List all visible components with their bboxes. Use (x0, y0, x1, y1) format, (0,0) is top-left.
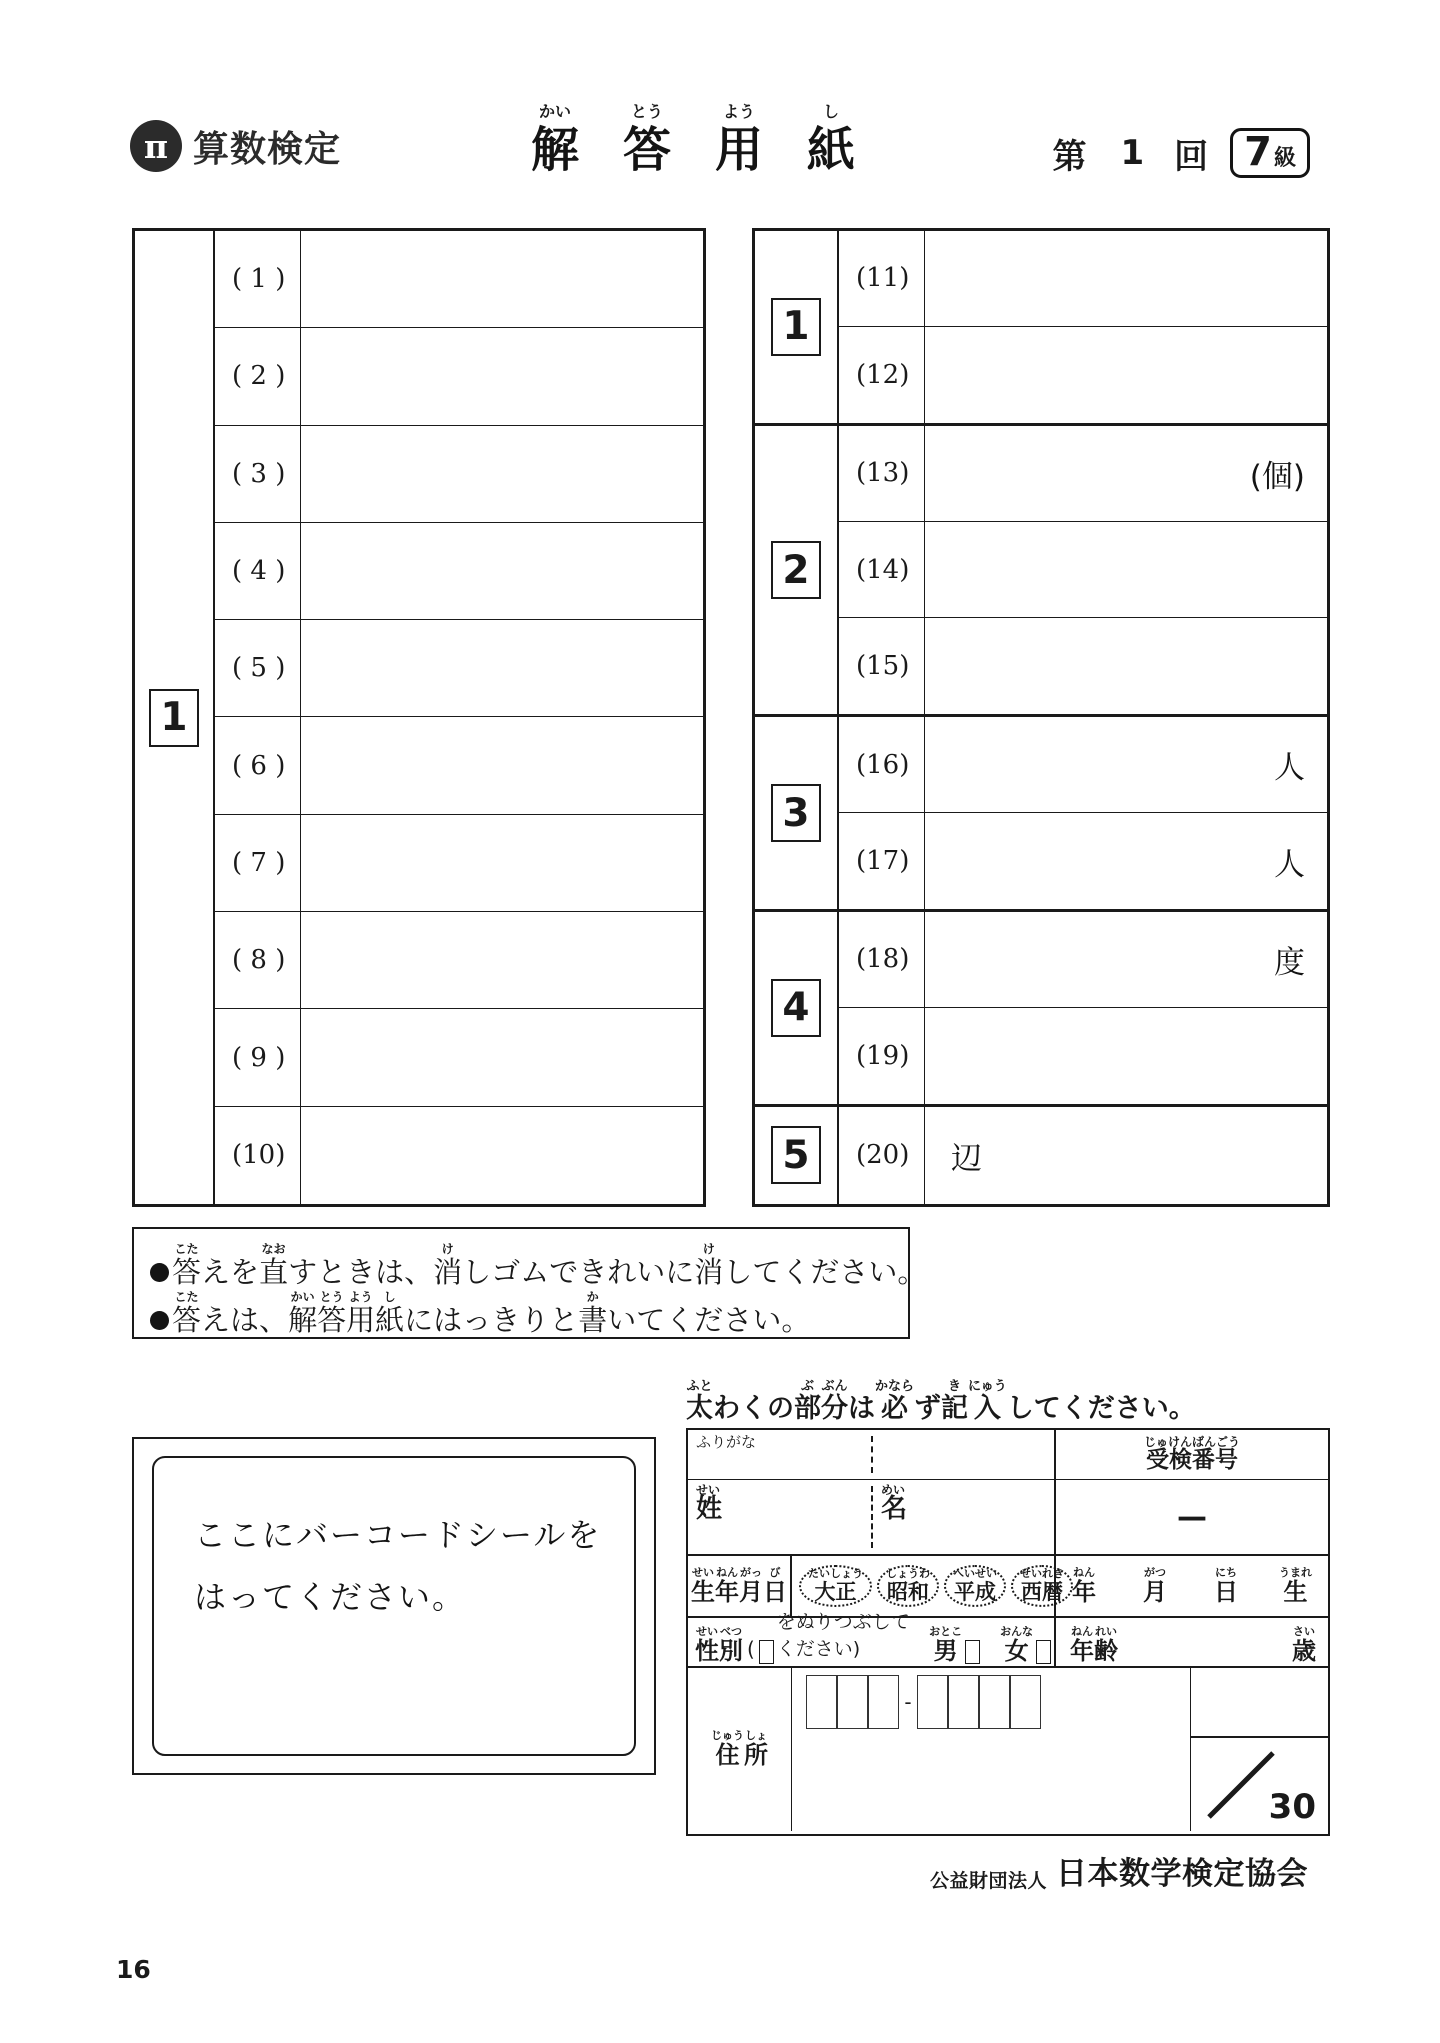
answer-group (755, 717, 1327, 912)
ruby-char: こた 答 (172, 1242, 202, 1289)
postal-code-box[interactable] (806, 1675, 837, 1729)
sansu-kentei-logo (130, 120, 341, 172)
answer-input-cell[interactable] (300, 1009, 703, 1105)
question-number: (19) (856, 1040, 910, 1071)
answer-input-cell[interactable] (924, 522, 1327, 617)
answer-table-right (752, 228, 1330, 1207)
ruby-char: く (740, 1393, 767, 1424)
question-number: ( 2 ) (232, 361, 286, 392)
org-prefix: 公益財団法人 (929, 1870, 1047, 1892)
ruby-char: ふと 太 (686, 1379, 713, 1424)
ruby-char: き (346, 1255, 376, 1289)
name-divider-dashed (871, 1486, 873, 1548)
ruby-char: し 紙 (375, 1290, 405, 1338)
question-number: ( 5 ) (232, 653, 286, 684)
question-number: (20) (856, 1140, 910, 1171)
group-number-label (755, 426, 837, 715)
postal-code-boxes[interactable] (792, 1668, 1190, 1729)
ruby-char: か 書 (578, 1290, 608, 1338)
postal-code-box[interactable] (979, 1675, 1010, 1729)
answer-row (215, 231, 703, 328)
ruby-char: け 消 (694, 1242, 724, 1289)
answer-group (755, 912, 1327, 1107)
ruby-char: い (752, 1303, 782, 1338)
exam-number-value-cell[interactable] (1056, 1480, 1328, 1554)
ruby-char: ゴ (491, 1255, 521, 1289)
group-number-box: 5 (771, 1126, 821, 1184)
title-char: かい 解 (530, 102, 579, 178)
answer-row (839, 426, 1327, 522)
era-option[interactable]: せいれき 西暦 (1011, 1565, 1073, 1607)
answer-rows (213, 231, 703, 1204)
exam-number-ruby: じゅけんばんごう (1143, 1434, 1240, 1449)
furigana-label: ふりがな (696, 1433, 757, 1451)
ruby-char: け 消 (433, 1242, 463, 1289)
gender-male-label: おとこ 男 (929, 1624, 963, 1665)
answer-input-cell[interactable] (300, 523, 703, 619)
group-number-label (755, 1107, 837, 1204)
question-number: (16) (856, 749, 910, 780)
answer-input-cell[interactable] (924, 1008, 1327, 1104)
gender-paren-open: ( (747, 1637, 755, 1661)
question-number: ( 7 ) (232, 847, 286, 878)
ruby-char: し (1006, 1393, 1034, 1424)
ruby-char: く (1060, 1393, 1088, 1424)
ruby-char: がっ 月 (739, 1565, 763, 1606)
group-number-box: 1 (771, 298, 821, 356)
answer-input-cell[interactable] (924, 618, 1327, 714)
ruby-char: かい 解 (288, 1290, 318, 1338)
pi-circle-icon: π (130, 120, 182, 172)
answer-input-cell[interactable]: 辺 (924, 1107, 1327, 1204)
answer-input-cell[interactable] (300, 620, 703, 716)
group-number-label (755, 231, 837, 423)
grade-suffix: 級 (1273, 146, 1296, 171)
score-total-cell (1191, 1738, 1328, 1831)
ruby-char: っ (462, 1303, 492, 1338)
barcode-sticker-area (132, 1437, 656, 1775)
score-total: 30 (1268, 1787, 1316, 1827)
sei-label-group (696, 1484, 722, 1523)
ruby-char: わ (713, 1393, 740, 1424)
answer-group (755, 1107, 1327, 1204)
answer-row (839, 912, 1327, 1008)
answer-rows (837, 426, 1327, 715)
ruby-char: だ (694, 1303, 724, 1338)
exam-number-value: — (1177, 1499, 1207, 1535)
ruby-char: い (607, 1303, 637, 1338)
title-char: し 紙 (806, 102, 855, 178)
ruby-char: ぶ 部 (794, 1379, 821, 1424)
ruby-char: さ (1114, 1393, 1142, 1424)
organization-footer (930, 1848, 1308, 1893)
ruby-char: せい 性 (695, 1624, 719, 1665)
round-label-prefix: 第 (1052, 136, 1087, 177)
ruby-char: せい 生 (691, 1565, 715, 1606)
postal-code-box[interactable] (868, 1675, 899, 1729)
question-number: (13) (856, 458, 910, 489)
bullet-icon (150, 1311, 169, 1330)
form-row-furigana (688, 1430, 1328, 1480)
instruction-line-1 (150, 1242, 927, 1289)
age-field[interactable] (1056, 1618, 1328, 1666)
answer-input-cell[interactable] (300, 1107, 703, 1204)
exam-number-label: 受検番号 (1146, 1446, 1238, 1473)
barcode-instruction-line-2: はってください。 (194, 1578, 467, 1617)
answer-row (839, 327, 1327, 423)
ruby-char: にゅう 入 (968, 1379, 1007, 1424)
ruby-char: 。 (781, 1303, 811, 1338)
answer-row (839, 231, 1327, 327)
group-number-box: 4 (771, 979, 821, 1037)
ruby-char: だ (1087, 1393, 1115, 1424)
date-unit: がつ 月 (1143, 1565, 1167, 1606)
ruby-char: じゅう 住 (711, 1729, 744, 1770)
name-field[interactable] (688, 1480, 1056, 1554)
answer-row (215, 620, 703, 717)
applicant-info-form (686, 1428, 1330, 1836)
ruby-char: さ (839, 1255, 869, 1289)
question-number: (12) (856, 359, 910, 390)
ruby-char: び 日 (763, 1565, 787, 1606)
question-number: (17) (856, 846, 910, 877)
answer-row (215, 815, 703, 912)
ruby-char: れ (607, 1255, 637, 1289)
ruby-char: き (491, 1303, 521, 1338)
ruby-char: よう 用 (346, 1290, 376, 1338)
ruby-char: て (1033, 1393, 1061, 1424)
ruby-char: い (636, 1255, 666, 1289)
postal-code-box[interactable] (1010, 1675, 1041, 1729)
answer-rows (837, 912, 1327, 1104)
ruby-char: は (230, 1303, 260, 1338)
title-char: とう 答 (622, 102, 671, 178)
mei-label: 名 (881, 1494, 908, 1524)
exam-round-and-grade (1052, 128, 1310, 178)
ruby-char: い (868, 1255, 898, 1289)
answer-row (215, 717, 703, 814)
question-number: ( 3 ) (232, 458, 286, 489)
answer-row (839, 1107, 1327, 1204)
ruby-char: さ (723, 1303, 753, 1338)
postal-code-box[interactable] (837, 1675, 868, 1729)
gender-female-label: おんな 女 (1000, 1624, 1034, 1665)
form-row-name (688, 1480, 1328, 1556)
question-number: (18) (856, 944, 910, 975)
title-char: よう 用 (714, 102, 763, 178)
era-option[interactable]: たいしょう 大正 (799, 1565, 872, 1607)
ruby-char: 。 (1168, 1393, 1196, 1424)
page-title (520, 104, 866, 177)
gender-female-checkbox[interactable] (1036, 1640, 1051, 1664)
round-number: 1 (1120, 133, 1145, 173)
question-number: ( 1 ) (232, 264, 286, 295)
grade-badge (1230, 128, 1310, 178)
question-number: ( 6 ) (232, 750, 286, 781)
group-number-box: 3 (771, 784, 821, 842)
ruby-char: しょ 所 (744, 1729, 768, 1770)
gender-instruction-checkbox-icon (759, 1640, 774, 1664)
answer-rows (837, 717, 1327, 909)
address-field[interactable] (792, 1668, 1191, 1831)
answer-group (755, 426, 1327, 718)
answer-input-cell[interactable] (300, 328, 703, 424)
ruby-char: き (578, 1255, 608, 1289)
answer-input-cell[interactable]: (個) (924, 426, 1327, 521)
ruby-char: き 記 (941, 1379, 969, 1424)
page-header (130, 102, 1310, 188)
ruby-char: し (723, 1255, 753, 1289)
logo-text: 算数検定 (193, 128, 342, 170)
instructions-box (132, 1227, 927, 1339)
answer-input-cell[interactable]: 人 (924, 717, 1327, 812)
form-row-address (688, 1668, 1328, 1831)
ruby-char: に (665, 1255, 695, 1289)
mei-ruby: めい (881, 1483, 906, 1497)
barcode-sticker-inner[interactable] (152, 1456, 636, 1756)
date-unit: にち 日 (1214, 1565, 1238, 1606)
answer-group (135, 231, 703, 1204)
answer-table-left (132, 228, 706, 1207)
ruby-char: を (230, 1255, 260, 1289)
form-row-gender-age (688, 1611, 1328, 1668)
ruby-char: ねん 年 (1070, 1624, 1094, 1665)
ruby-char: ねん 年 (715, 1565, 739, 1606)
age-unit: さい 歳 (1292, 1624, 1316, 1665)
gender-field[interactable] (688, 1611, 1056, 1666)
ruby-char: に (404, 1303, 434, 1338)
answer-group (755, 231, 1327, 426)
answer-input-cell[interactable] (300, 912, 703, 1008)
answer-rows (837, 1107, 1327, 1204)
answer-input-cell[interactable] (300, 231, 703, 327)
answer-row (215, 426, 703, 523)
answer-input-cell[interactable]: 度 (924, 912, 1327, 1007)
address-label (688, 1668, 792, 1831)
date-unit: ねん 年 (1072, 1565, 1096, 1606)
ruby-char: り (520, 1303, 550, 1338)
postal-code-box[interactable] (917, 1675, 948, 1729)
ruby-char: ぶん 分 (821, 1379, 848, 1424)
bullet-icon (150, 1263, 169, 1282)
score-column (1191, 1668, 1328, 1831)
ruby-char: え (201, 1303, 231, 1338)
answer-row (839, 813, 1327, 909)
ruby-char: く (781, 1255, 811, 1289)
question-number: (14) (856, 554, 910, 585)
answer-row (215, 328, 703, 425)
ruby-char: かなら 必 (875, 1379, 915, 1424)
answer-input-cell[interactable] (300, 717, 703, 813)
ruby-char: とう 答 (317, 1290, 347, 1338)
answer-row (215, 1107, 703, 1204)
postal-code-box[interactable] (948, 1675, 979, 1729)
era-option[interactable]: しょうわ 昭和 (877, 1565, 939, 1607)
answer-row (215, 912, 703, 1009)
date-unit: うまれ 生 (1279, 1565, 1312, 1606)
instruction-line-2 (150, 1290, 908, 1338)
question-number: (11) (856, 263, 910, 294)
ruby-char: す (288, 1255, 318, 1289)
ruby-char: 、 (404, 1255, 434, 1289)
ruby-char: と (317, 1255, 347, 1289)
sei-ruby: せい (696, 1483, 721, 1497)
ruby-char: で (549, 1255, 579, 1289)
answer-row (839, 1008, 1327, 1104)
question-number: ( 4 ) (232, 556, 286, 587)
birthdate-units[interactable] (1056, 1556, 1328, 1616)
ruby-char: れい 齢 (1094, 1624, 1118, 1665)
round-label-suffix: 回 (1174, 136, 1209, 177)
answer-rows (837, 231, 1327, 423)
answer-row (215, 523, 703, 620)
ruby-char: え (201, 1255, 231, 1289)
ruby-char: し (462, 1255, 492, 1289)
group-number-label (755, 912, 837, 1104)
answer-row (839, 522, 1327, 618)
answer-input-cell[interactable] (300, 815, 703, 911)
ruby-char: 、 (259, 1303, 289, 1338)
form-required-note (686, 1380, 1196, 1423)
mei-label-group (881, 1484, 907, 1523)
barcode-instruction-line-1: ここにバーコードシールを (194, 1516, 602, 1554)
ruby-char: く (665, 1303, 695, 1338)
name-divider-dashed (871, 1436, 873, 1473)
ruby-char: は (848, 1393, 875, 1424)
ruby-char: い (1141, 1393, 1169, 1424)
answer-row (839, 618, 1327, 714)
postal-code-dash: - (904, 1690, 912, 1714)
answer-input-cell[interactable] (924, 231, 1327, 326)
ruby-char: こた 答 (172, 1290, 202, 1338)
ruby-char: は (433, 1303, 463, 1338)
question-number: ( 8 ) (232, 945, 286, 976)
answer-input-cell[interactable] (300, 426, 703, 522)
ruby-char: ず (914, 1393, 942, 1424)
group-number-label (755, 717, 837, 909)
ruby-char: べつ 別 (719, 1624, 743, 1665)
exam-number-header (1056, 1430, 1328, 1479)
group-number-label (135, 231, 213, 1204)
ruby-char: は (375, 1255, 405, 1289)
sei-label: 姓 (696, 1494, 723, 1524)
question-number: (10) (232, 1140, 286, 1171)
answer-row (839, 717, 1327, 813)
ruby-char: だ (810, 1255, 840, 1289)
gender-male-checkbox[interactable] (965, 1640, 980, 1664)
page-number: 16 (116, 1955, 151, 1984)
ruby-char: の (767, 1393, 794, 1424)
question-number: ( 9 ) (232, 1042, 286, 1073)
group-number-box: 2 (771, 541, 821, 599)
era-option[interactable]: へいせい 平成 (944, 1565, 1006, 1607)
ruby-char: なお 直 (259, 1242, 289, 1289)
gender-instruction-text: をぬりつぶしてください) (776, 1611, 910, 1660)
furigana-field[interactable] (688, 1430, 1056, 1479)
ruby-char: と (549, 1303, 579, 1338)
answer-input-cell[interactable] (924, 327, 1327, 423)
ruby-char: て (636, 1303, 666, 1338)
ruby-char: て (752, 1255, 782, 1289)
grade-number: 7 (1244, 129, 1272, 175)
answer-row (215, 1009, 703, 1106)
answer-input-cell[interactable]: 人 (924, 813, 1327, 909)
ruby-char: 。 (897, 1255, 927, 1289)
ruby-char: ム (520, 1255, 550, 1289)
question-number: (15) (856, 651, 910, 682)
org-name: 日本数学検定協会 (1056, 1856, 1308, 1892)
group-number-box: 1 (149, 689, 199, 747)
score-upper-blank (1191, 1668, 1328, 1738)
